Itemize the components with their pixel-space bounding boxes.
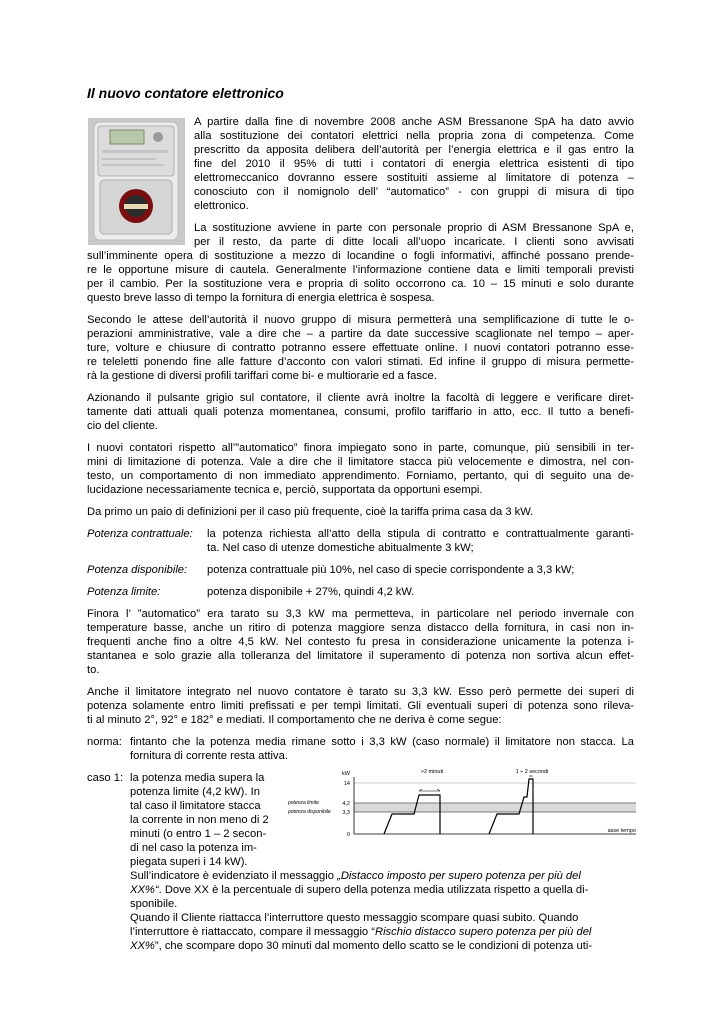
power-limit-chart: [284, 763, 644, 848]
para2-line: re le opportune misure di cautela. Generalmente l’informazione contiene data e limiti temporali previsti: [87, 264, 634, 276]
caso1-message-line: [130, 926, 634, 939]
para2-line: questo breve lasso di tempo la fornitura di energia elettrica è sospesa.: [87, 292, 435, 304]
text-run: . Dove XX è la percentuale di supero della potenza media utilizzata rispetto a quella di-: [158, 884, 589, 896]
message-quote: XX%“: [130, 884, 159, 896]
annotation-label: >2 minuti: [420, 769, 444, 775]
caso1-message-line: Quando il Cliente riattacca l’interruttore questo messaggio scompare quasi subito. Quando: [130, 912, 579, 924]
para5-line: I nuovi contatori rispetto all’”automatico” finora impiegato sono in parte, comunque, più sensibili in ter-: [87, 442, 634, 454]
caso1-text: tal caso il limitatore stacca: [130, 800, 261, 812]
message-quote: XX%: [130, 940, 155, 952]
intro-line: fine del 2010 il 95% di tutti i contatori di energia elettrica esistenti di tipo: [194, 158, 634, 170]
power-curve-1: [384, 795, 440, 834]
norma-text: fintanto che la potenza media rimane sotto i 3,3 kW (caso normale) il limitatore non stacca. La: [130, 736, 634, 748]
potenza-disponibile-label: potenza disponibile: [288, 809, 331, 815]
caso1-text: di nel caso la potenza im-: [130, 842, 257, 854]
intro-line: A partire dalla fine di novembre 2008 anche ASM Bressanone SpA ha dato avvio: [194, 116, 634, 128]
para3-line: ture, volture e chiusure di contratto potranno essere effettuate online. I nuovi contatori potranno esse-: [87, 342, 634, 354]
intro-line: alla sostituzione dei contatori elettrici nella propria zona di competenza. Come: [194, 130, 634, 142]
y-axis-label: kW: [342, 771, 350, 777]
intro-line: prescritto da apposita delibera dell’autorità per l’energia elettrica e il gas entro la: [194, 144, 634, 156]
para7-line: frequenti anche fino a oltre 4,5 kW. Nel contesto fu presa in considerazione unicamente la potenza i-: [87, 636, 634, 648]
definition-text: potenza contrattuale più 10%, nel caso di specie corrispondente a 3,3 kW;: [207, 564, 575, 576]
definition-text: potenza disponibile + 27%, quindi 4,2 kW.: [207, 586, 415, 598]
intro-line: elettromeccanico dovranno essere sostituiti assieme al limitatore di potenza –: [194, 172, 634, 184]
para2-line: per il cambio. Per la sostituzione vera e propria di solito occorrono ca. 10 – 15 minuti e solo durante: [87, 278, 634, 290]
para2-line: per il resto, da parte di ditte locali all’uopo incaricate. I clienti sono avvisati: [194, 236, 634, 248]
page-title: Il nuovo contatore elettronico: [87, 85, 284, 101]
para7-line: to.: [87, 664, 100, 676]
para4-line: cio del cliente.: [87, 420, 158, 432]
caso1-text: la potenza media supera la: [130, 772, 265, 784]
text-run: ”, che scompare dopo 30 minuti dal momento dello scatto se le condizioni di potenza uti-: [154, 940, 593, 952]
para8-line: Anche il limitatore integrato nel nuovo contatore è tarato su 3,3 kW. Esso però permette dei superi di: [87, 686, 634, 698]
caso1-text: potenza limite (4,2 kW). In: [130, 786, 260, 798]
y-tick-label: 4,2: [342, 801, 350, 807]
para6-line: Da primo un paio di definizioni per il caso più frequente, cioè la tariffa prima casa da 3 kW.: [87, 506, 534, 518]
para5-line: lucidazione necessariamente tecnica e, perciò, supportata da opportuni esempi.: [87, 484, 483, 496]
text-run: Sull’indicatore è evidenziato il messaggio: [130, 870, 338, 882]
message-quote: Rischio distacco supero potenza per più del: [374, 926, 592, 938]
definition-term: Potenza disponibile:: [87, 564, 188, 576]
y-tick-label: 14: [343, 781, 350, 787]
caso1-text: la corrente in non meno di 2: [130, 814, 269, 826]
definition-text: la potenza richiesta all’atto della stipula di contratto e contrattualmente garanti-: [207, 528, 634, 540]
x-axis-label: asse tempo: [607, 828, 636, 834]
caso1-message-line: [130, 884, 634, 897]
para3-line: re teleletti ponendo fine alle fatture d’acconto con valori stimati. Ed infine il gruppo di misura permette-: [87, 356, 634, 368]
intro-line: conosciuto con il nomignolo dell’ “automatico” - con gruppi di misura di tipo: [194, 186, 634, 198]
definition-term: Potenza contrattuale:: [87, 528, 193, 540]
para5-line: mini di limitazione di potenza. Vale a dire che il limitatore stacca più velocemente e dimostra, nel con-: [87, 456, 634, 468]
annotation-label: 1 ÷ 2 secondi: [515, 769, 549, 775]
message-quote: „Distacco imposto per supero potenza per più del: [337, 870, 581, 882]
potenza-limite-label: potenza limite: [288, 800, 319, 806]
para3-line: rà la gestione di diversi profili tariffari come bi- e multiorarie ed a fasce.: [87, 370, 437, 382]
caso1-text: piegata superi i 14 kW).: [130, 856, 248, 868]
para3-line: Secondo le attese dell’autorità il nuovo gruppo di misura permetterà una semplificazione di tutte le o-: [87, 314, 634, 326]
y-tick-label: 0: [346, 832, 350, 838]
definition-text: ta. Nel caso di utenze domestiche abitualmente 3 kW;: [207, 542, 474, 554]
electric-meter-photo: [88, 118, 185, 245]
norma-label: norma:: [87, 736, 122, 748]
para7-line: temperature basse, anche un ritiro di potenza maggiore senza distacco della fornitura, in casi non in-: [87, 622, 634, 634]
y-tick-label: 3,3: [342, 810, 350, 816]
definition-term: Potenza limite:: [87, 586, 161, 598]
para8-line: potenza solamente entro limiti prefissati e per tempi limitati. Gli eventuali superi di potenza sono rileva-: [87, 700, 634, 712]
caso1-label: caso 1:: [87, 772, 124, 784]
para2-line: sull’imminente opera di sostituzione a mezzo di locandine o fogli informativi, affinché possano prende-: [87, 250, 634, 262]
para5-line: testo, un comportamento di non immediato apprendimento. Forniamo, pertanto, qui di seguito una de-: [87, 470, 634, 482]
para7-line: Finora l’ ”automatico” era tarato su 3,3 kW ma permetteva, in particolare nel periodo invernale con: [87, 608, 634, 620]
caso1-message-line: [130, 940, 634, 953]
para3-line: perazioni amministrative, vale a dire che – a partire da date successive scaglionate nel tempo – aper-: [87, 328, 634, 340]
intro-line: elettronico.: [194, 200, 249, 212]
caso1-message-line: [130, 870, 634, 883]
norma-text: fornitura di corrente resta attiva.: [130, 750, 288, 762]
para4-line: tamente dati attuali quali potenza momentanea, consumi, profilo tariffario in atto, ecc. Il tutto a benefi-: [87, 406, 634, 418]
text-run: l’interruttore è riattaccato, compare il messaggio “: [130, 926, 375, 938]
caso1-message-line: sponibile.: [130, 898, 178, 910]
para4-line: Azionando il pulsante grigio sul contatore, il cliente avrà inoltre la facoltà di leggere e verificare diret-: [87, 392, 634, 404]
para7-line: stantanea e solo grazie alla tolleranza del limitatore il superamento di potenza non sortiva alcun effet-: [87, 650, 634, 662]
para8-line: ti al minuto 2°, 92° e 182° e mediati. Il comportamento che ne deriva è come segue:: [87, 714, 502, 726]
para2-line: La sostituzione avviene in parte con personale proprio di ASM Bressanone SpA e,: [194, 222, 634, 234]
tolerance-band: [354, 803, 636, 812]
caso1-text: minuti (o entro 1 – 2 secon-: [130, 828, 267, 840]
